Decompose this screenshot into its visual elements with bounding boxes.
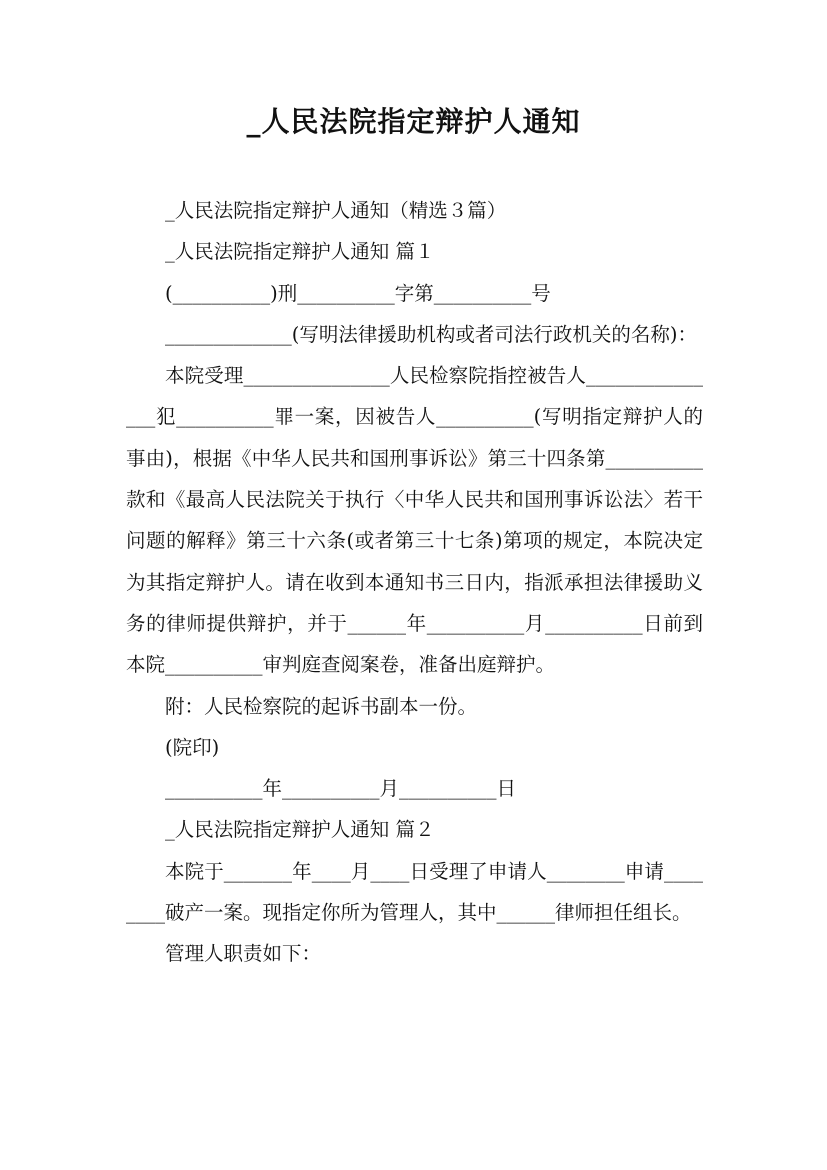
section-heading-1: _人民法院指定辩护人通知 篇１ (165, 240, 435, 264)
appointment-paragraph: 本院于_______年____月____日受理了申请人________申请________破产一案。现指定你所为管理人，其中______律师担任组长。 (126, 859, 703, 925)
document-title: _人民法院指定辩护人通知 (246, 105, 581, 138)
section-heading-2: _人民法院指定辩护人通知 篇２ (165, 818, 435, 842)
duties-heading: 管理人职责如下： (165, 942, 322, 966)
subtitle-paragraph: _人民法院指定辩护人通知（精选３篇） (165, 199, 507, 222)
document-body (126, 190, 703, 975)
case-number-line: (__________)刑__________字第__________号 (165, 281, 551, 305)
notice-body-paragraph: 本院受理_______________人民检察院指控被告人_______________犯__________罪一案，因被告人__________(写明指定辩护人的事由)，根据《中华人民共和国刑事诉讼》第三十四条第__________款和《最高人民法院关于执行〈中华人民共和国刑事诉讼法〉若干问题的解释》第三十六条(或者第三十七条)第项的规定，本院决定为其指定辩护人。请在收到本通知书三日内，指派承担法律援助义务的律师提供辩护，并于______年__________月__________日前到本院__________审判庭查阅案卷，准备出庭辩护。 (126, 364, 703, 677)
date-line: __________年__________月__________日 (165, 777, 517, 801)
court-seal-line: (院印) (165, 735, 220, 759)
attachment-paragraph: 附：人民检察院的起诉书副本一份。 (165, 694, 478, 718)
addressee-paragraph: _____________(写明法律援助机构或者司法行政机关的名称)： (165, 322, 697, 346)
